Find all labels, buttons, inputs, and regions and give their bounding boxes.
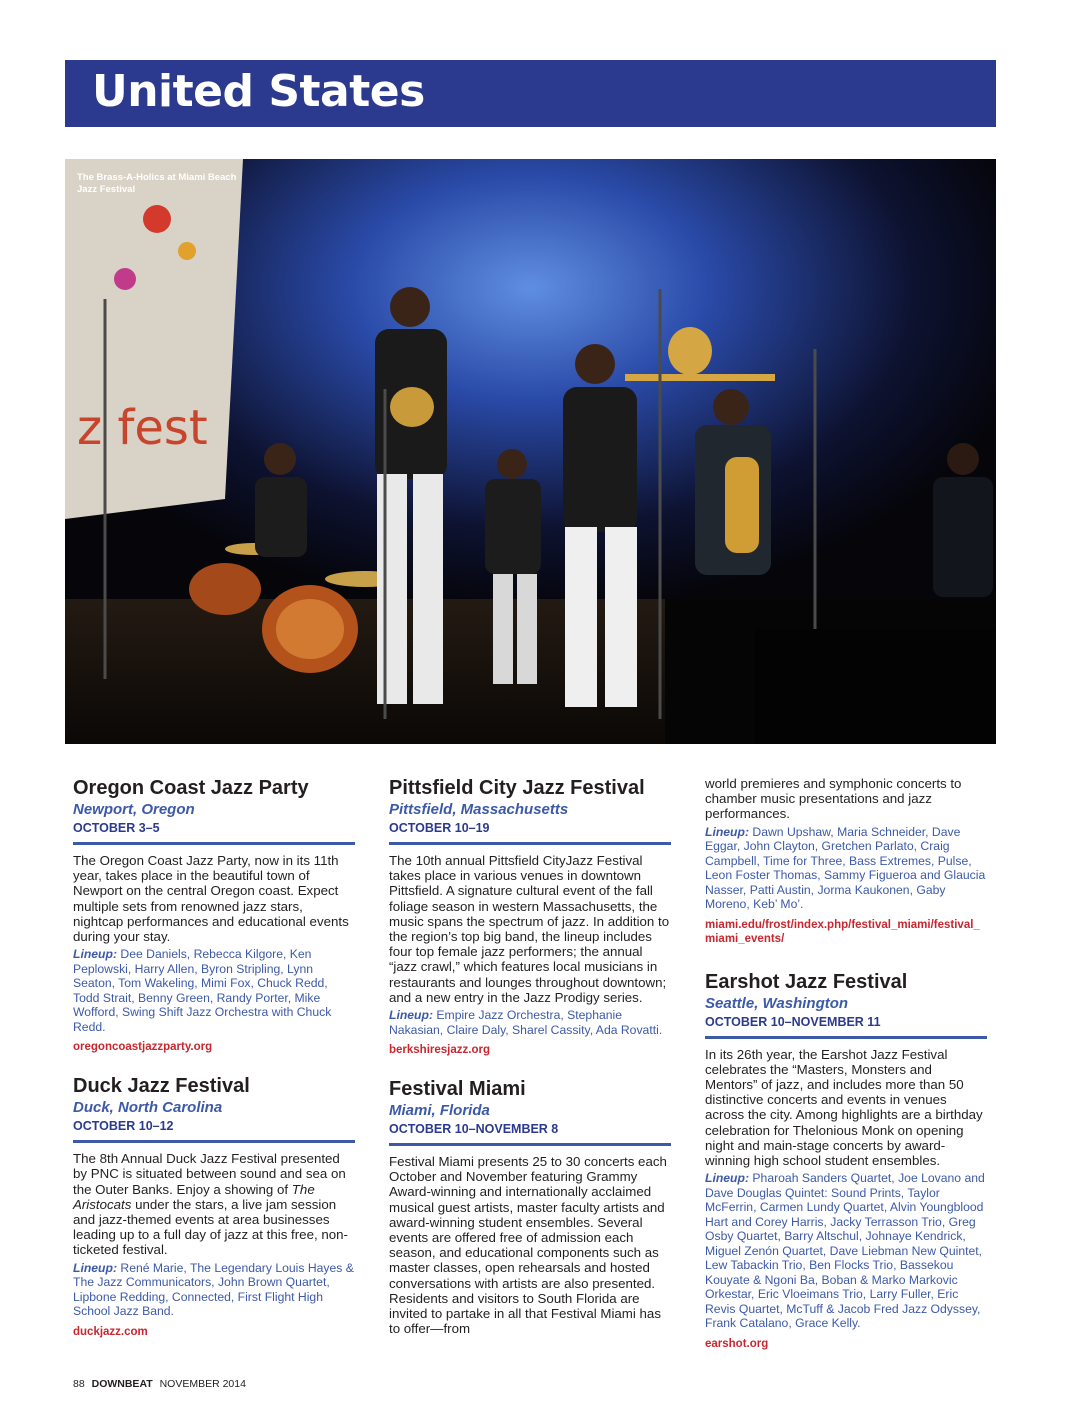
stage-illustration [65, 159, 996, 744]
festival-lineup [389, 1008, 671, 1037]
festival-dates: OCTOBER 10–12 [73, 1117, 355, 1143]
page-number: 88 [73, 1378, 85, 1390]
festival-dates: OCTOBER 10–19 [389, 819, 671, 845]
column-3 [705, 776, 987, 1365]
festival-name: Pittsfield City Jazz Festival [389, 777, 645, 799]
festival-lineup [73, 1261, 355, 1319]
issue-date: NOVEMBER 2014 [159, 1378, 246, 1390]
photo-caption: The Brass-A-Holics at Miami Beach Jazz Festival [77, 172, 237, 195]
festival-name: Earshot Jazz Festival [705, 970, 908, 993]
festival-duck [73, 1074, 355, 1338]
bass-player [485, 449, 541, 684]
festival-description: In its 26th year, the Earshot Jazz Festival celebrates the “Masters, Monsters and Mentors” of jazz, and includes more than 50 distinctive concerts and events in venues across the city. Among highlights are a birthday celebration for Thelonious Monk on opening night and main-stage concerts by award-winning high school student ensembles. [705, 1046, 983, 1169]
festival-location: Pittsfield, Massachusetts [389, 801, 569, 818]
festival-lineup [73, 947, 355, 1034]
column-1 [73, 776, 355, 1353]
festival-url[interactable]: berkshiresjazz.org [389, 1044, 490, 1057]
lineup-artists: René Marie, The Legendary Louis Hayes & The Jazz Communicators, John Brown Quartet, Lipbone Redding, Connected, First Flight High School Jazz Band. [73, 1260, 354, 1319]
column-2 [389, 776, 671, 1350]
festival-location: Duck, North Carolina [73, 1099, 223, 1117]
festival-description-continued: world premieres and symphonic concerts to chamber music presentations and jazz performances. [705, 776, 962, 822]
film-title: The Aristocats [73, 1181, 315, 1212]
festival-miami-continued [705, 776, 987, 946]
lineup-label: Lineup: [705, 1171, 750, 1186]
festival-description: The 10th annual Pittsfield CityJazz Festival takes place in various venues in downtown Pittsfield. A signature cultural event of the fall foliage season in western Massachusetts, the music spans the spectrum of jazz. In addition to the region’s top big band, the lineup includes four top female jazz performers; the annual “jazz crawl,” which features local musicians in restaurants and lounges throughout downtown; and a new entry in the Jazz Prodigy series. [389, 853, 670, 1005]
section-banner [65, 60, 996, 127]
festival-name: Oregon Coast Jazz Party [73, 777, 309, 799]
magazine-name: DOWNBEAT [91, 1378, 153, 1390]
page-footer [73, 1378, 250, 1390]
festival-url[interactable]: miami.edu/frost/index.php/festival_miami/festival_miami_events/ [705, 918, 980, 945]
festival-dates: OCTOBER 3–5 [73, 819, 355, 845]
festival-pittsfield [389, 776, 671, 1057]
lineup-label: Lineup: [389, 1008, 434, 1023]
festival-earshot [705, 970, 987, 1351]
festival-photo [65, 159, 996, 744]
festival-location: Newport, Oregon [73, 801, 195, 818]
description-text: The 8th Annual Duck Jazz Festival presented by PNC is situated between sound and sea on the Outer Banks. Enjoy a showing of [73, 1151, 346, 1197]
festival-url[interactable]: duckjazz.com [73, 1325, 148, 1338]
stage-monitor [755, 629, 996, 744]
section-title: United States [92, 66, 425, 117]
festival-name: Festival Miami [389, 1078, 526, 1101]
festival-url[interactable]: oregoncoastjazzparty.org [73, 1041, 213, 1054]
festival-description: The Oregon Coast Jazz Party, now in its 11th year, takes place in the beautiful town of Newport on the central Oregon coast. Expect multiple sets from renowned jazz stars, nightcap performances and educational events during your stay. [73, 853, 349, 945]
lineup-artists: Pharoah Sanders Quartet, Joe Lovano and Dave Douglas Quintet: Sound Prints, Taylor McFerrin, Carmen Lundy Quartet, Alvin Youngblood Hart and Corey Harris, Jacky Terrasson Trio, Greg Osby Quartet, Barry Altschul, Johnaye Kendrick, Miguel Zenón Quartet, Dave Liebman New Quintet, Lew Tabackin Trio, Ben Flocks Trio, Bassekou Kouyate & Ngoni Ba, Boban & Marko Markovic Orkestar, Eric Vloeimans Trio, Larry Fuller, Eric Revis Quartet, McTuff & Jacob Fred Jazz Odyssey, Frank Catalano, Grace Kelly. [705, 1171, 985, 1331]
description-text: under the stars, a live jam session and jazz-themed events at area businesses leading up to a full day of jazz at this free, non-ticketed festival. [73, 1196, 348, 1258]
festival-dates: OCTOBER 10–NOVEMBER 8 [389, 1120, 671, 1146]
festival-lineup [705, 1171, 987, 1331]
festival-name: Duck Jazz Festival [73, 1075, 250, 1098]
lineup-artists: Dawn Upshaw, Maria Schneider, Dave Eggar, John Clayton, Gretchen Parlato, Craig Campbell, Time for Three, Bass Extremes, Pulse, Leon Foster Thomas, Sammy Figueroa and Glaucia Nasser, Patti Austin, Jorma Kaukonen, Gaby Moreno, Keb’ Mo’. [705, 824, 986, 912]
festival-miami [389, 1077, 671, 1336]
festival-description: Festival Miami presents 25 to 30 concerts each October and November featuring Grammy Award-winning and internationally acclaimed musical guest artists, master faculty artists and award-winning student ensembles. Several events are offered free of admission each season, and educational components such as master classes, open rehearsals and hosted conversations with artists are also presented. Residents and visitors to South Florida are invited to partake in all that Festival Miami has to offer—from [389, 1154, 667, 1337]
lineup-label: Lineup: [705, 824, 750, 839]
lineup-label: Lineup: [73, 947, 118, 962]
lineup-artists: Empire Jazz Orchestra, Stephanie Nakasian, Claire Daly, Sharel Cassity, Ada Rovatti. [389, 1008, 663, 1037]
lineup-label: Lineup: [73, 1260, 118, 1275]
festival-dates: OCTOBER 10–NOVEMBER 11 [705, 1013, 987, 1039]
festival-lineup [705, 825, 987, 912]
festival-location: Miami, Florida [389, 1102, 490, 1120]
festival-description [73, 1151, 355, 1257]
lineup-artists: Dee Daniels, Rebecca Kilgore, Ken Peplowski, Harry Allen, Byron Stripling, Lynn Seaton, Tom Wakeling, Mimi Fox, Chuck Redd, Todd Strait, Benny Green, Randy Porter, Mike Wofford, Swing Shift Jazz Orchestra with Chuck Redd. [73, 947, 332, 1034]
festival-url[interactable]: earshot.org [705, 1337, 769, 1350]
festival-location: Seattle, Washington [705, 994, 849, 1012]
festival-oregon [73, 776, 355, 1054]
banner-text: z fest [77, 400, 208, 456]
